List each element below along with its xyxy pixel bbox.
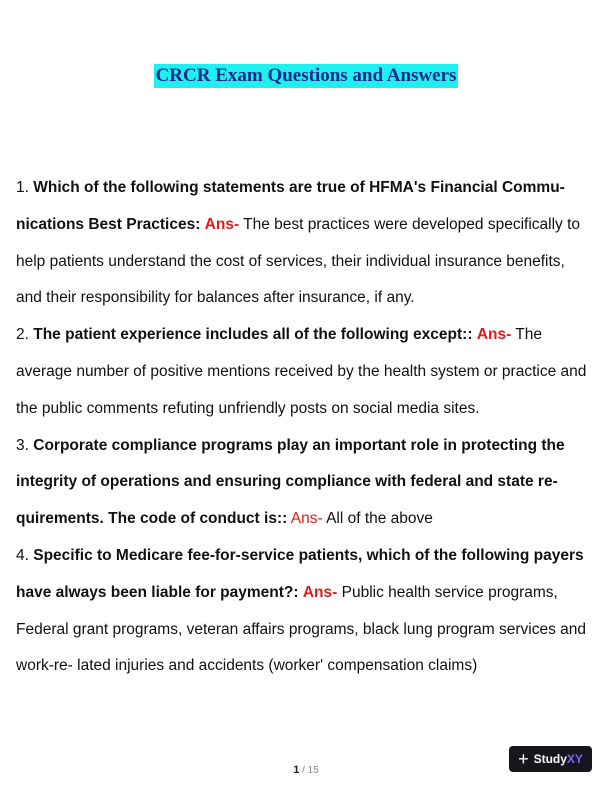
answer-label: Ans- xyxy=(476,326,512,344)
studyxy-logo-badge[interactable] xyxy=(509,746,592,772)
answer-label: Ans- xyxy=(290,510,323,528)
current-page: 1 xyxy=(293,764,300,776)
question-text: Specific to Medicare fee-for-service patients, which of the following payers have always been liable for payment?: xyxy=(16,546,584,601)
question-item xyxy=(16,538,590,685)
question-item xyxy=(16,170,590,317)
brand-name xyxy=(534,752,583,766)
question-number: 3. xyxy=(16,436,29,454)
question-text: The patient experience includes all of the following except:: xyxy=(33,326,473,344)
answer-text: The average number of positive mentions received by the health system or practice and the public comments refuting unfriendly posts on social media sites. xyxy=(16,326,587,417)
question-item xyxy=(16,317,590,427)
plus-icon: + xyxy=(518,749,529,769)
page-title: CRCR Exam Questions and Answers xyxy=(155,65,457,86)
brand-accent: XY xyxy=(566,752,583,766)
answer-label: Ans- xyxy=(302,583,338,601)
answer-text: Public health service programs, Federal grant programs, veteran affairs programs, black lung program services and work-re- lated injuries and accidents (worker' compensation claims) xyxy=(16,583,587,675)
brand-text: Study xyxy=(533,752,567,766)
question-number: 2. xyxy=(16,326,29,344)
question-number: 4. xyxy=(16,546,29,564)
question-list xyxy=(16,170,590,685)
answer-text: All of the above xyxy=(326,510,433,528)
answer-label: Ans- xyxy=(204,215,240,233)
total-pages: / 15 xyxy=(302,765,319,776)
question-text: Corporate compliance programs play an important role in protecting the integrity of operations and ensuring compliance with federal and state re- quirements. The code of conduct is:: xyxy=(16,436,565,528)
question-item xyxy=(16,428,590,538)
question-text: Which of the following statements are true of HFMA's Financial Commu- nications Best Practices: xyxy=(16,179,565,233)
answer-text: The best practices were developed specifically to help patients understand the cost of services, their individual insurance benefits, and their responsibility for balances after insurance, if any. xyxy=(16,215,581,307)
title-wrap xyxy=(0,64,612,88)
question-number: 1. xyxy=(16,179,29,196)
